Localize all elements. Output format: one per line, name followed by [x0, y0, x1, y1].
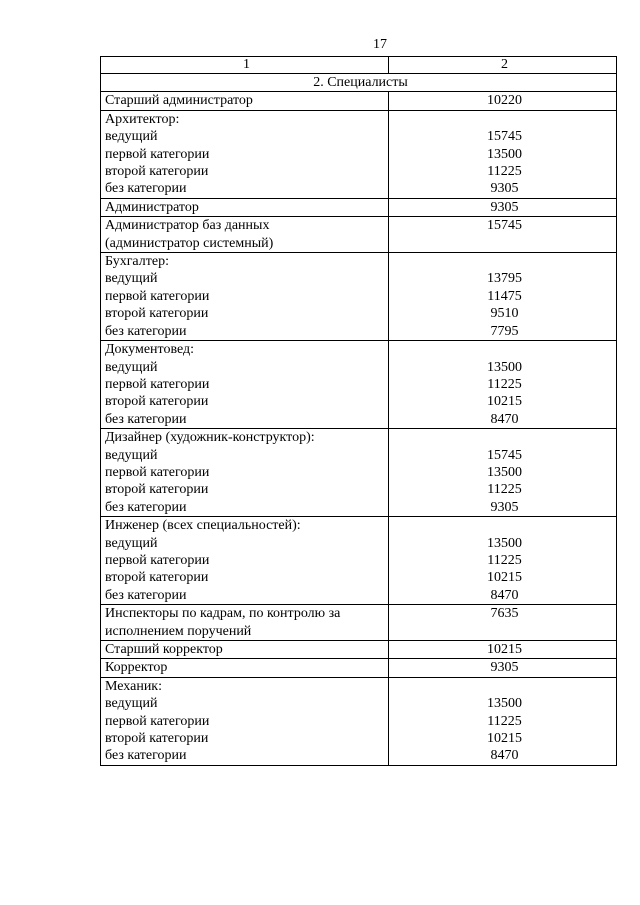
position-subline: ведущий	[105, 696, 158, 712]
position-subline: ведущий	[105, 129, 158, 145]
salary-cell	[389, 677, 617, 765]
position-subline: второй категории	[105, 482, 209, 498]
salary-value	[393, 253, 616, 270]
salary-value: 9305	[490, 499, 519, 515]
salary-value	[393, 235, 616, 252]
salary-table	[100, 56, 617, 766]
salary-cell	[389, 217, 617, 253]
position-cell	[101, 429, 389, 517]
salary-value: 13500	[487, 146, 522, 162]
position-cell	[101, 677, 389, 765]
position-title: Дизайнер (художник-конструктор):	[105, 430, 315, 446]
salary-value	[393, 341, 616, 358]
section-title: 2. Специалисты	[101, 74, 617, 92]
table-row	[101, 253, 617, 341]
salary-cell	[389, 517, 617, 605]
salary-value: 11225	[487, 482, 522, 498]
position-subline: ведущий	[105, 359, 158, 375]
column-number-1: 1	[101, 57, 389, 74]
section-row	[101, 74, 617, 92]
salary-value: 10215	[487, 642, 522, 657]
table-row	[101, 517, 617, 605]
salary-cell	[389, 110, 617, 198]
position-subline: первой категории	[105, 288, 210, 304]
position-cell	[101, 641, 389, 659]
salary-value: 8470	[490, 587, 519, 603]
salary-value	[393, 111, 616, 128]
position-title: Инспекторы по кадрам, по контролю за	[105, 606, 341, 622]
position-title: Документовед:	[105, 342, 195, 358]
position-subline: ведущий	[105, 271, 158, 287]
table-row	[101, 429, 617, 517]
table-row	[101, 198, 617, 216]
salary-value	[393, 623, 616, 640]
position-subline: первой категории	[105, 552, 210, 568]
table-row	[101, 92, 617, 110]
salary-value: 11225	[487, 552, 522, 568]
position-subline: первой категории	[105, 146, 210, 162]
table-row	[101, 677, 617, 765]
position-subline: второй категории	[105, 164, 209, 180]
position-subline: первой категории	[105, 464, 210, 480]
position-title: Инженер (всех специальностей):	[105, 518, 301, 534]
salary-cell	[389, 341, 617, 429]
salary-cell	[389, 92, 617, 110]
position-subline: без категории	[105, 587, 187, 603]
salary-value: 15745	[487, 129, 522, 145]
position-subline: исполнением поручений	[105, 623, 252, 639]
salary-value: 11225	[487, 376, 522, 392]
position-cell	[101, 605, 389, 641]
salary-value: 8470	[490, 748, 519, 764]
position-subline: без категории	[105, 411, 187, 427]
position-title: Администратор	[105, 199, 199, 215]
salary-value: 9305	[490, 199, 519, 215]
column-number-row	[101, 57, 617, 74]
position-cell	[101, 217, 389, 253]
position-subline: второй категории	[105, 570, 209, 586]
table-row	[101, 605, 617, 641]
position-subline: второй категории	[105, 306, 209, 322]
salary-cell	[389, 659, 617, 677]
position-title: Архитектор:	[105, 111, 180, 127]
salary-value: 15745	[487, 218, 522, 234]
salary-value: 13500	[487, 359, 522, 375]
page-number: 17	[373, 37, 387, 52]
position-subline: (администратор системный)	[105, 235, 274, 251]
position-title: Администратор баз данных	[105, 218, 270, 234]
table-row	[101, 110, 617, 198]
salary-value: 9305	[490, 181, 519, 197]
table-row	[101, 641, 617, 659]
position-subline: без категории	[105, 323, 187, 339]
salary-value: 11225	[487, 713, 522, 729]
position-title: Корректор	[105, 660, 168, 676]
salary-value: 11475	[487, 288, 522, 304]
position-cell	[101, 92, 389, 110]
salary-value: 15745	[487, 447, 522, 463]
position-subline: без категории	[105, 499, 187, 515]
salary-value: 13500	[487, 464, 522, 480]
salary-value: 10220	[487, 93, 522, 109]
salary-cell	[389, 605, 617, 641]
position-subline: без категории	[105, 181, 187, 197]
position-cell	[101, 517, 389, 605]
position-subline: ведущий	[105, 447, 158, 463]
table-row	[101, 659, 617, 677]
salary-value: 10215	[487, 394, 522, 410]
salary-value: 10215	[487, 570, 522, 586]
position-subline: ведущий	[105, 535, 158, 551]
salary-value: 7635	[490, 606, 519, 622]
position-title: Бухгалтер:	[105, 254, 169, 270]
salary-cell	[389, 429, 617, 517]
position-title: Механик:	[105, 678, 162, 694]
position-cell	[101, 110, 389, 198]
salary-value: 11225	[487, 164, 522, 180]
salary-value: 8470	[490, 411, 519, 427]
position-subline: без категории	[105, 748, 187, 764]
salary-value: 13500	[487, 696, 522, 712]
table-row	[101, 217, 617, 253]
salary-value	[393, 678, 616, 695]
position-subline: второй категории	[105, 394, 209, 410]
salary-value	[393, 517, 616, 534]
table-row	[101, 341, 617, 429]
position-title: Старший корректор	[105, 642, 223, 657]
position-title: Старший администратор	[105, 93, 253, 109]
salary-value: 13795	[487, 271, 522, 287]
position-cell	[101, 659, 389, 677]
salary-cell	[389, 198, 617, 216]
column-number-2: 2	[389, 57, 617, 74]
position-cell	[101, 253, 389, 341]
salary-value	[393, 429, 616, 446]
salary-value: 9510	[490, 306, 519, 322]
position-cell	[101, 341, 389, 429]
position-cell	[101, 198, 389, 216]
salary-value: 10215	[487, 731, 522, 747]
salary-cell	[389, 641, 617, 659]
position-subline: первой категории	[105, 376, 210, 392]
position-subline: второй категории	[105, 731, 209, 747]
salary-value: 7795	[490, 323, 519, 339]
salary-value: 9305	[490, 660, 519, 676]
salary-value: 13500	[487, 535, 522, 551]
salary-cell	[389, 253, 617, 341]
position-subline: первой категории	[105, 713, 210, 729]
